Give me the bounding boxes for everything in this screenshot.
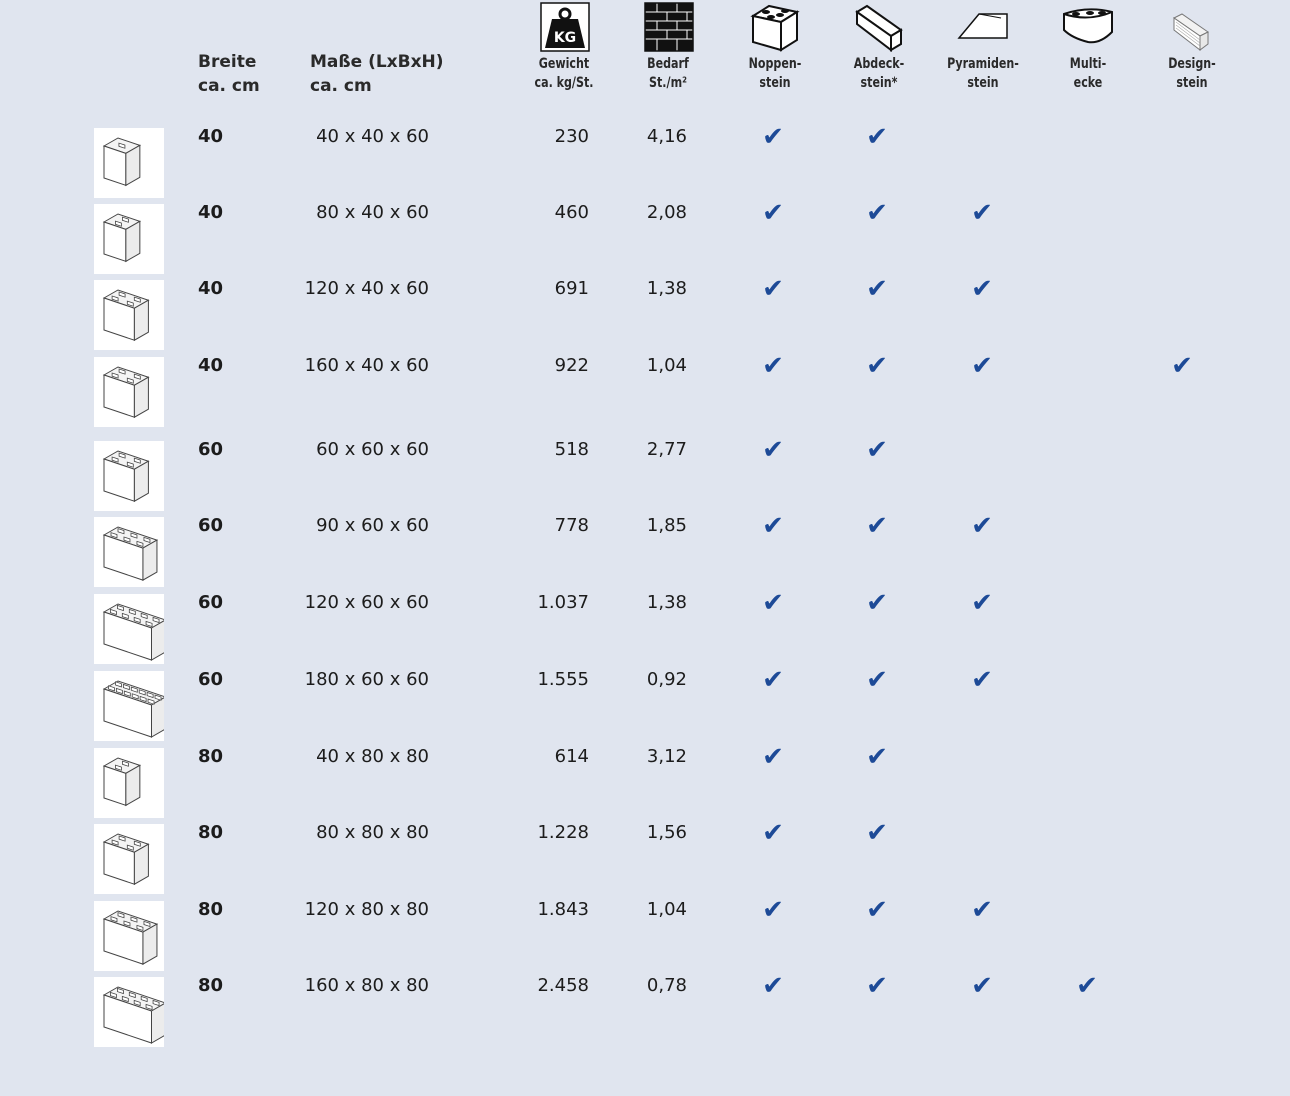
bedarf-cell: 1,38 xyxy=(646,592,687,613)
masse-cell: 120 x 80 x 80 xyxy=(304,899,429,920)
pyramiden-check-icon: ✔ xyxy=(971,274,993,304)
block-thumbnail xyxy=(94,357,164,427)
masse-cell: 120 x 60 x 60 xyxy=(304,592,429,613)
bedarf-cell: 1,38 xyxy=(646,278,687,299)
block-thumbnail xyxy=(94,977,164,1047)
gewicht-cell: 691 xyxy=(554,278,589,299)
bedarf-cell: 2,08 xyxy=(646,202,687,223)
abdeckstein-icon xyxy=(853,2,905,52)
pyramiden-check-icon: ✔ xyxy=(971,351,993,381)
noppen-check-icon: ✔ xyxy=(762,665,784,695)
multi-check-icon: ✔ xyxy=(1076,971,1098,1001)
table-row xyxy=(0,511,1290,587)
noppen-check-icon: ✔ xyxy=(762,818,784,848)
bedarf-cell: 3,12 xyxy=(646,746,687,767)
header-breite: Breite ca. cm xyxy=(198,52,260,96)
masse-cell: 60 x 60 x 60 xyxy=(316,439,429,460)
table-row xyxy=(0,818,1290,894)
block-thumbnail xyxy=(94,748,164,818)
noppen-check-icon: ✔ xyxy=(762,351,784,381)
noppen-check-icon: ✔ xyxy=(762,588,784,618)
block-thumbnail xyxy=(94,280,164,350)
abdeck-check-icon: ✔ xyxy=(866,511,888,541)
gewicht-cell: 230 xyxy=(554,126,589,147)
noppen-check-icon: ✔ xyxy=(762,122,784,152)
header-bedarf: Bedarf St./m² xyxy=(647,56,689,91)
weight-icon-text: KG xyxy=(553,30,577,46)
pyramiden-check-icon: ✔ xyxy=(971,198,993,228)
breite-cell: 40 xyxy=(198,278,224,299)
pyramiden-check-icon: ✔ xyxy=(971,895,993,925)
breite-cell: 80 xyxy=(198,975,224,996)
bedarf-cell: 1,04 xyxy=(646,899,687,920)
noppen-check-icon: ✔ xyxy=(762,198,784,228)
header-noppenstein: Noppen- stein xyxy=(748,56,802,91)
gewicht-cell: 2.458 xyxy=(537,975,589,996)
noppen-check-icon: ✔ xyxy=(762,971,784,1001)
table-row xyxy=(0,665,1290,741)
masse-cell: 80 x 40 x 60 xyxy=(316,202,429,223)
bedarf-cell: 2,77 xyxy=(646,439,687,460)
block-thumbnail xyxy=(94,204,164,274)
gewicht-cell: 518 xyxy=(554,439,589,460)
table-row xyxy=(0,588,1290,664)
masse-cell: 40 x 80 x 80 xyxy=(316,746,429,767)
breite-cell: 80 xyxy=(198,822,224,843)
gewicht-cell: 1.555 xyxy=(537,669,589,690)
breite-cell: 40 xyxy=(198,202,224,223)
noppen-check-icon: ✔ xyxy=(762,435,784,465)
abdeck-check-icon: ✔ xyxy=(866,665,888,695)
abdeck-check-icon: ✔ xyxy=(866,351,888,381)
breite-cell: 80 xyxy=(198,746,224,767)
gewicht-cell: 1.228 xyxy=(537,822,589,843)
brick-wall-icon xyxy=(644,2,694,52)
pyramiden-check-icon: ✔ xyxy=(971,665,993,695)
designstein-icon xyxy=(1168,10,1214,52)
abdeck-check-icon: ✔ xyxy=(866,198,888,228)
bedarf-cell: 1,85 xyxy=(646,515,687,536)
breite-cell: 60 xyxy=(198,515,224,536)
pyramiden-check-icon: ✔ xyxy=(971,511,993,541)
header-designstein: Design- stein xyxy=(1168,56,1216,91)
breite-cell: 40 xyxy=(198,355,224,376)
masse-cell: 160 x 80 x 80 xyxy=(304,975,429,996)
block-thumbnail xyxy=(94,594,164,664)
table-row xyxy=(0,274,1290,350)
abdeck-check-icon: ✔ xyxy=(866,274,888,304)
table-row xyxy=(0,435,1290,511)
noppen-check-icon: ✔ xyxy=(762,274,784,304)
header-gewicht: Gewicht ca. kg/St. xyxy=(534,56,594,91)
abdeck-check-icon: ✔ xyxy=(866,435,888,465)
gewicht-cell: 614 xyxy=(554,746,589,767)
breite-cell: 60 xyxy=(198,592,224,613)
bedarf-cell: 1,04 xyxy=(646,355,687,376)
gewicht-cell: 922 xyxy=(554,355,589,376)
bedarf-cell: 0,78 xyxy=(646,975,687,996)
weight-icon xyxy=(540,2,590,52)
bedarf-cell: 0,92 xyxy=(646,669,687,690)
abdeck-check-icon: ✔ xyxy=(866,971,888,1001)
header-pyramidenstein: Pyramiden- stein xyxy=(947,56,1019,91)
noppen-check-icon: ✔ xyxy=(762,895,784,925)
block-thumbnail xyxy=(94,671,164,741)
header-masse: Maße (LxBxH) ca. cm xyxy=(310,52,444,96)
table-row xyxy=(0,122,1290,198)
multiecke-icon xyxy=(1060,4,1116,46)
table-row xyxy=(0,895,1290,971)
masse-cell: 180 x 60 x 60 xyxy=(304,669,429,690)
design-check-icon: ✔ xyxy=(1171,351,1193,381)
bedarf-cell: 1,56 xyxy=(646,822,687,843)
abdeck-check-icon: ✔ xyxy=(866,818,888,848)
block-thumbnail xyxy=(94,824,164,894)
noppen-check-icon: ✔ xyxy=(762,742,784,772)
table-row xyxy=(0,971,1290,1047)
pyramiden-check-icon: ✔ xyxy=(971,588,993,618)
header-multiecke: Multi- ecke xyxy=(1069,56,1107,91)
masse-cell: 90 x 60 x 60 xyxy=(316,515,429,536)
noppen-check-icon: ✔ xyxy=(762,511,784,541)
header-abdeckstein: Abdeck- stein* xyxy=(853,56,905,91)
gewicht-cell: 1.037 xyxy=(537,592,589,613)
table-row xyxy=(0,198,1290,274)
masse-cell: 80 x 80 x 80 xyxy=(316,822,429,843)
block-thumbnail xyxy=(94,901,164,971)
bedarf-cell: 4,16 xyxy=(646,126,687,147)
masse-cell: 40 x 40 x 60 xyxy=(316,126,429,147)
breite-cell: 60 xyxy=(198,439,224,460)
pyramiden-check-icon: ✔ xyxy=(971,971,993,1001)
gewicht-cell: 778 xyxy=(554,515,589,536)
masse-cell: 120 x 40 x 60 xyxy=(304,278,429,299)
gewicht-cell: 460 xyxy=(554,202,589,223)
breite-cell: 40 xyxy=(198,126,224,147)
block-thumbnail xyxy=(94,128,164,198)
abdeck-check-icon: ✔ xyxy=(866,895,888,925)
masse-cell: 160 x 40 x 60 xyxy=(304,355,429,376)
block-thumbnail xyxy=(94,441,164,511)
abdeck-check-icon: ✔ xyxy=(866,122,888,152)
noppenstein-icon xyxy=(749,2,801,52)
abdeck-check-icon: ✔ xyxy=(866,588,888,618)
block-thumbnail xyxy=(94,517,164,587)
breite-cell: 60 xyxy=(198,669,224,690)
table-row xyxy=(0,742,1290,818)
abdeck-check-icon: ✔ xyxy=(866,742,888,772)
breite-cell: 80 xyxy=(198,899,224,920)
pyramidenstein-icon xyxy=(955,8,1011,42)
table-row xyxy=(0,351,1290,427)
gewicht-cell: 1.843 xyxy=(537,899,589,920)
